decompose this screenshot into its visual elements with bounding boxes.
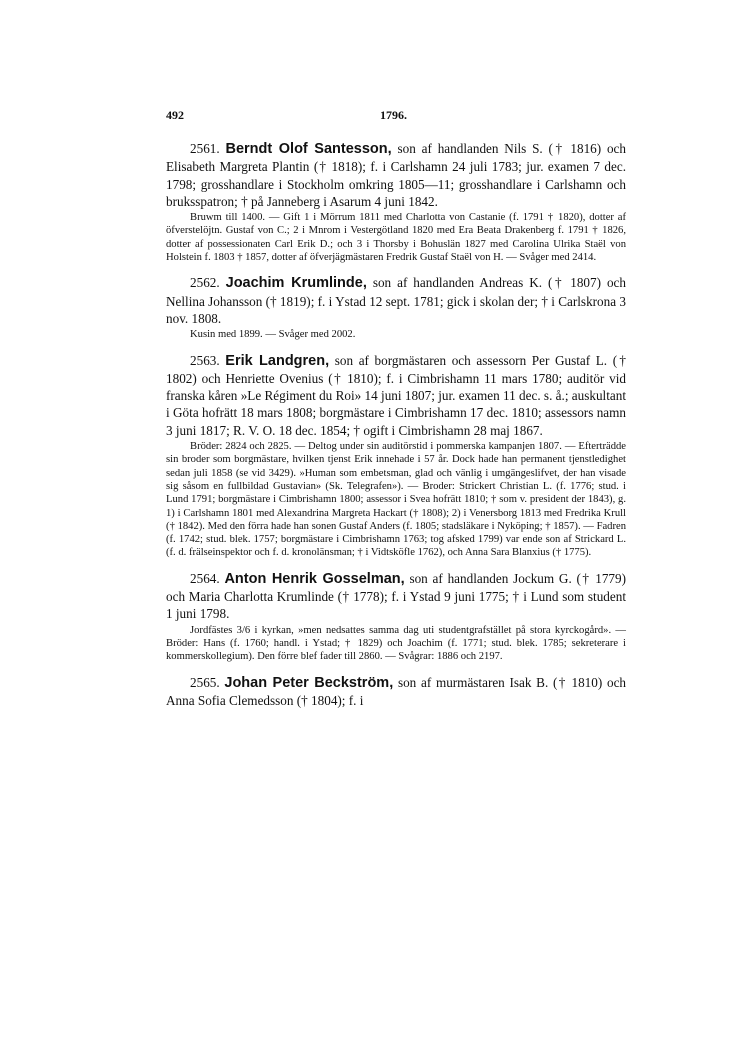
entry-text: son af murmästaren Isak B. († 1810) och Anna Sofia Clemedsson († 1804); f. i [166,674,627,708]
entry-body [166,274,626,327]
entry-2562 [166,274,626,341]
entry-body [166,674,626,710]
entry-notes: Kusin med 1899. — Svåger med 2002. [190,329,356,341]
entry-notes: Bröder: 2824 och 2825. — Deltog under sin auditörstid i pommerska kampanjen 1807. — Efterträdde sin broder som borgmästare, hvilken tjenst Erik innehade i 57 år. Dock hade han permanent tjenstledighet sedan juli 1858 (se vid 3429). »Human som embetsman, glad och vänlig i umgängeslifvet, der han visade sig såsom en fullbildad Gustavian» (Sk. Telegrafen»). — Broder: Strickert Christian L. (f. 1776; stud. i Lund 1791; borgmästare i Cimbrishamn 1800; assessor i Svea hofrätt 1810; † som v. president der 1843), g. 1) i Carlshamn 1801 med Alexandrina Margreta Hackart († 1808); 2) i Venersborg 1813 med Fredrika Krull († 1842). Med den förra hade han sonen Gustaf Anders (f. 1805; stadsläkare i Nyköping; † 1857). — Fadren (f. 1742; stud. blek. 1757; borgmästare i Cimbrishamn 1763; tog afsked 1799) var ende son af Strickard L. (f. d. frälseinspektor och f. d. kronolänsman; † i Vidtsköfle 1762), och Anna Sara Blanxius († 1775). [166,441,626,559]
entry-text: son af handlanden Jockum G. († 1779) och Maria Charlotta Krumlinde († 1778); f. i Ystad 9 juni 1775; † i Lund som student 1 juni 1798. [166,570,627,622]
entry-notes: Bruwm till 1400. — Gift 1 i Mörrum 1811 med Charlotta von Castanie (f. 1791 † 1820), dotter af öfverstelöjtn. Gustaf von C.; 2 i Mnrom i Vestergötland 1820 med Era Beata Drakenberg f. 1791 † 1826, dotter af possessionaten Carl Erik D.; och 3 i Thorsby i Bohuslän 1827 med Carolina Ulrika Staël von Holstein f. 1803 † 1857, dotter af öfverjägmästaren Fredrik Gustaf Staël von H. — Svåger med 2414. [166,212,626,264]
entry-number: 2565. [190,674,220,690]
entry-name: Berndt Olof Santesson, [225,141,392,157]
page-number: 492 [166,108,184,122]
running-year: 1796. [380,108,407,122]
entry-text: son af borgmästaren och assessorn Per Gustaf L. († 1802) och Henriette Ovenius († 1810); f. i Cimbrishamn 11 mars 1780; auditör vid franska kåren »Le Régiment du Roi» 14 juni 1807; jur. examen 11 dec. s. å.; auskultant i Göta hofrätt 18 mars 1808; borgmästare i Cimbrishamn 17 dec. 1810; assessors namn 3 juni 1817; R. V. O. 18 dec. 1854; † ogift i Cimbrishamn 28 maj 1867. [166,352,627,438]
entry-number: 2561. [190,141,220,156]
page-header [166,108,626,130]
book-page [166,108,626,709]
entry-body [166,140,626,210]
entry-name: Johan Peter Beckström, [224,674,394,691]
entry-text: son af handlanden Andreas K. († 1807) och Nellina Johansson († 1819); f. i Ystad 12 sept. 1781; gick i skolan der; † i Carlskrona 3 nov. 1808. [166,275,626,326]
entry-2561 [166,140,626,264]
entry-name: Erik Landgren, [225,352,330,369]
entry-2563 [166,352,626,560]
entry-name: Anton Henrik Gosselman, [224,570,405,587]
entry-2565 [166,674,626,710]
entry-name: Joachim Krumlinde, [225,275,367,292]
entry-body [166,352,626,439]
entry-2564 [166,570,626,664]
entry-number: 2564. [190,570,220,586]
entry-notes: Jordfästes 3/6 i kyrkan, »men nedsattes samma dag uti studentgrafstället på stora kyrckogård». — Bröder: Hans (f. 1760; handl. i Ystad; † 1829) och Joachim (f. 1771; stud. blek. 1785; sekreterare i kommerskollegium). Den förre blef fader till 2860. — Svågrar: 1886 och 2197. [166,624,626,663]
entry-number: 2562. [190,275,220,291]
entry-number: 2563. [190,352,220,368]
entry-text: son af handlanden Nils S. († 1816) och Elisabeth Margreta Plantin († 1818); f. i Carlshamn 24 juli 1783; jur. examen 7 dec. 1798; grosshandlare i Stockholm omkring 1805—11; grosshandlare i Carlshamn och bruksspatron; † på Janneberg i Asarum 4 juni 1842. [166,141,627,209]
entry-body [166,570,626,623]
